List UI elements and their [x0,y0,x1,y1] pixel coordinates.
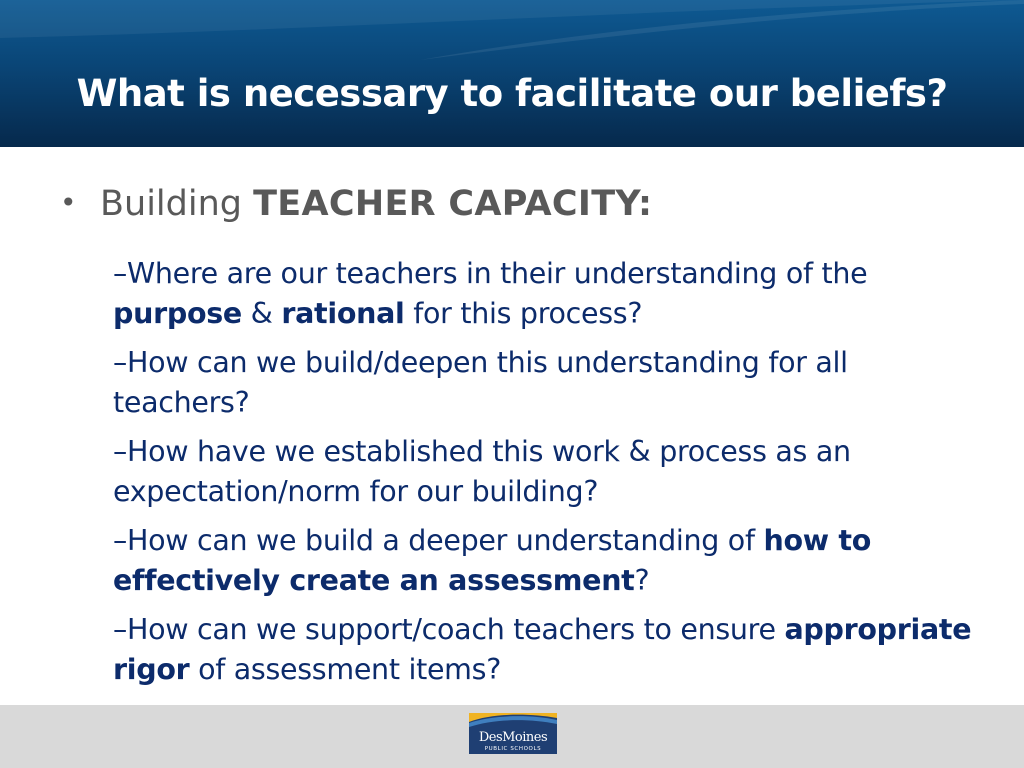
subpoint-emphasis: purpose [113,297,242,330]
logo-subtitle: PUBLIC SCHOOLS [484,746,542,752]
subpoint-item [113,254,983,334]
subpoint-item [113,343,983,423]
slide-header [0,0,1024,147]
subpoint-item [113,432,983,512]
logo-wordmark: DesMoines [478,730,548,745]
subpoint-text: –Where are our teachers in their understanding of the [113,257,868,290]
subpoint-text: of assessment items? [189,653,502,686]
subpoint-text: –How have we established this work & process as an expectation/norm for our building? [113,435,851,508]
slide-title: What is necessary to facilitate our beliefs? [76,72,948,115]
subpoint-list [113,254,983,699]
main-bullet [60,184,652,224]
bullet-emphasis: TEACHER CAPACITY: [253,184,653,224]
subpoint-item [113,610,983,690]
bullet-marker: • [60,186,77,219]
subpoint-text: –How can we build a deeper understanding of [113,524,764,557]
subpoint-emphasis: rational [281,297,405,330]
subpoint-emphasis: appropriate rigor [113,613,972,686]
subpoint-text: for this process? [404,297,643,330]
subpoint-text: –How can we build/deepen this understanding for all teachers? [113,346,848,419]
bullet-lead: Building [100,184,254,224]
subpoint-text: ? [634,564,650,597]
des-moines-public-schools-logo [469,713,557,754]
subpoint-text: –How can we support/coach teachers to ensure [113,613,785,646]
subpoint-text: & [241,297,282,330]
subpoint-item [113,521,983,601]
subpoint-emphasis: how to effectively create an assessment [113,524,871,597]
